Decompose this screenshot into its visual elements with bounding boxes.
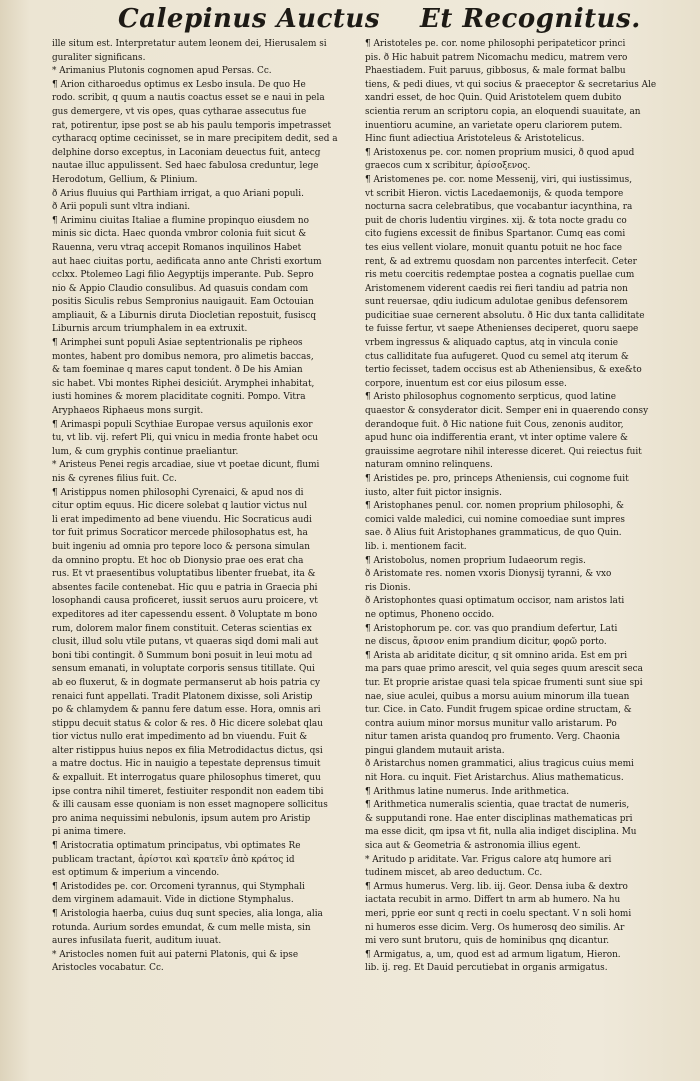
text-line: pudicitiae suae cernerent absolutu. ð Hic dux tanta calliditate bbox=[365, 310, 645, 321]
text-line: & expalluit. Et interrogatus quare philosophus timeret, quu bbox=[52, 773, 321, 784]
text-line: ni humeros esse dicim. Verg. Os humerosq deo similis. Ar bbox=[365, 922, 625, 933]
right-column bbox=[365, 38, 681, 976]
text-line: ¶ Armus humerus. Verg. lib. iij. Geor. Densa iuba & dextro bbox=[365, 881, 628, 892]
text-line: losophandi causa proficeret, iussit seruos auru proicere, vt bbox=[52, 596, 318, 607]
text-line: puit de choris ludentiu virgines. xij. & tota nocte gradu co bbox=[365, 215, 627, 226]
text-line: quaestor & consyderator dicit. Semper eni in quaerendo consy bbox=[365, 406, 649, 417]
text-line: Aristocles vocabatur. Cc. bbox=[52, 963, 164, 974]
text-line: delphine dorso exceptus, in Laconiam deuectus fuit, antecg bbox=[52, 147, 321, 158]
text-line: cytharacq optime cecinisset, se in mare precipitem dedit, sed a bbox=[52, 134, 338, 145]
text-line: rent, & ad extremu quosdam non parcentes interfecit. Ceter bbox=[365, 256, 637, 267]
text-line: mi vero sunt brutoru, quis de hominibus qnq dicantur. bbox=[365, 936, 610, 947]
text-line: aures infusilata fuerit, auditum iuuat. bbox=[52, 936, 222, 947]
text-line: expeditores ad iter capessendu essent. ð Voluptate m bono bbox=[52, 609, 318, 620]
text-line: aut haec ciuitas portu, aedificata anno ante Christi exortum bbox=[52, 256, 322, 267]
text-line: ¶ Aristocratia optimatum principatus, vbi optimates Re bbox=[52, 841, 301, 852]
running-head-left: Calepinus Auctus bbox=[118, 4, 380, 34]
text-line: Liburnis arcum triumphalem in ea extruxit. bbox=[52, 324, 248, 335]
text-line: tertio fecisset, tadem occisus est ab Atheniensibus, & exe&to bbox=[365, 365, 642, 376]
text-line: vrbem ingressus & aliquado captus, atq in vincula conie bbox=[365, 338, 619, 349]
text-line: ris metu coercitis redemptae postea a cognatis puellae cum bbox=[365, 270, 635, 281]
text-line: nautae illuc appulissent. Sed haec fabulosa creduntur, lege bbox=[52, 161, 319, 172]
text-line: inuentioru acumine, an varietate operu clariorem putem. bbox=[365, 120, 623, 131]
text-line: & illi causam esse quoniam is non esset magnopere sollicitus bbox=[52, 800, 328, 811]
text-line: a matre doctus. Hic in nauigio a tepestate deprensus timuit bbox=[52, 759, 321, 770]
text-line: nit Hora. cu inquit. Fiet Aristarchus. Alius mathematicus. bbox=[365, 773, 624, 784]
text-line: clusit, illud solu vtile putans, vt quaeras siqd domi mali aut bbox=[52, 637, 319, 648]
text-line: rodo. scribit, q quum a nautis coactus esset se e naui in pela bbox=[52, 93, 325, 104]
text-line: ¶ Aristodides pe. cor. Orcomeni tyrannus, qui Stymphali bbox=[52, 881, 305, 892]
text-line: Herodotum, Gellium, & Plinium. bbox=[52, 174, 198, 185]
text-line: graecos cum x scribitur, ἀρίσοξενος. bbox=[365, 161, 531, 172]
text-line: * Aristocles nomen fuit aui paterni Platonis, qui & ipse bbox=[52, 949, 299, 960]
text-line: tor fuit primus Socraticor mercede philosophatus est, ha bbox=[52, 528, 308, 539]
text-line: positis Siculis rebus Sempronius nauigauit. Eam Octouian bbox=[52, 297, 314, 308]
text-line: & supputandi rone. Hae enter disciplinas mathematicas pri bbox=[365, 813, 633, 824]
text-line: ¶ Aristobolus, nomen proprium Iudaeorum regis. bbox=[365, 555, 586, 566]
text-line: montes, habent pro domibus nemora, pro alimetis baccas, bbox=[52, 351, 314, 362]
running-head-right: Et Recognitus. bbox=[420, 4, 641, 34]
text-line: minis sic dicta. Haec quonda vmbror colonia fuit sicut & bbox=[52, 229, 307, 240]
text-line: meri, pprie eor sunt q recti in coelu spectant. V n soli homi bbox=[365, 909, 632, 919]
text-line: da omnino proptu. Et hoc ob Dionysio prae oes erat cha bbox=[52, 555, 304, 566]
text-line: tior victus nullo erat impedimento ad bn viuendu. Fuit & bbox=[52, 732, 308, 743]
text-line: nio & Appio Claudio consulibus. Ad quasuis condam com bbox=[52, 283, 309, 294]
text-line: ¶ Aristides pe. pro, princeps Atheniensis, cui cognome fuit bbox=[365, 474, 629, 484]
text-line: ¶ Aristippus nomen philosophi Cyrenaici, & apud nos di bbox=[52, 487, 304, 498]
text-line: iusto, alter fuit pictor insignis. bbox=[365, 487, 502, 498]
text-line: ¶ Aristoteles pe. cor. nome philosophi peripateticor princi bbox=[365, 39, 626, 49]
text-line: lib. i. mentionem facit. bbox=[365, 541, 467, 552]
text-line: ne discus, ἄρισον enim prandium dicitur, φορῶ porto. bbox=[365, 637, 607, 648]
text-line: nitur tamen arista quandoq pro frumento. Verg. Chaonia bbox=[365, 732, 621, 743]
text-line: vt scribit Hieron. victis Lacedaemonijs, & quoda tempore bbox=[365, 188, 624, 199]
text-line: comici valde maledici, cui nomine comoediae sunt impres bbox=[365, 514, 625, 525]
text-line: renaici funt appellati. Tradit Platonem dixisse, soli Aristip bbox=[52, 691, 313, 702]
text-line: ¶ Aristo philosophus cognomento serpticus, quod latine bbox=[365, 392, 616, 403]
text-line: pi anima timere. bbox=[52, 827, 127, 838]
text-line: Aristomenem viderent caedis rei fieri tandiu ad patria non bbox=[365, 283, 628, 294]
text-line: * Arimanius Plutonis cognomen apud Persas. Cc. bbox=[52, 66, 272, 77]
text-line: li erat impedimento ad bene viuendu. Hic Socraticus audi bbox=[52, 514, 312, 525]
text-line: lum, & cum gryphis continue praeliantur. bbox=[52, 446, 239, 457]
text-line: derandoque fuit. ð Hic natione fuit Cous, zenonis auditor, bbox=[365, 419, 624, 430]
text-line: rat, potirentur, ipse post se ab his paulu temporis impetrasset bbox=[52, 120, 332, 131]
text-line: ma esse dicit, qm ipsa vt fit, nulla alia indiget disciplina. Mu bbox=[365, 827, 637, 838]
text-line: nae, siue aculei, quibus a morsu auium minorum illa tuean bbox=[365, 691, 630, 702]
text-line: xandri esset, de hoc Quin. Quid Aristotelem quem dubito bbox=[365, 93, 622, 104]
text-line: iusti homines & morem placiditate cogniti. Pompo. Vitra bbox=[52, 392, 306, 403]
text-line: ð Aristophontes quasi optimatum occisor, nam aristos lati bbox=[365, 596, 625, 607]
text-line: Aryphaeos Riphaeus mons surgit. bbox=[52, 406, 204, 417]
text-line: ð Arius fluuius qui Parthiam irrigat, a quo Ariani populi. bbox=[52, 188, 304, 199]
text-line: absentes facile contenebat. Hic quu e patria in Graecia phi bbox=[52, 582, 318, 593]
text-line: ð Aristarchus nomen grammatici, alius tragicus cuius memi bbox=[365, 759, 634, 770]
text-line: ¶ Arimaspi populi Scythiae Europae versus aquilonis exor bbox=[52, 419, 313, 430]
text-line: ctus calliditate fua aufugeret. Quod cu semel atq iterum & bbox=[365, 351, 629, 362]
text-line: ¶ Aristomenes pe. cor. nome Messenij, viri, qui iustissimus, bbox=[365, 174, 633, 185]
text-line: * Aristeus Penei regis arcadiae, siue vt poetae dicunt, flumi bbox=[52, 460, 320, 471]
text-line: grauissime aegrotare nihil interesse diceret. Qui reiectus fuit bbox=[365, 446, 642, 457]
text-line: ¶ Arimphei sunt populi Asiae septentrionalis pe ripheos bbox=[52, 338, 303, 349]
text-line: rotunda. Aurium sordes emundat, & cum melle mista, sin bbox=[52, 922, 311, 933]
text-line: Rauenna, veru vtraq accepit Romanos inquilinos Habet bbox=[52, 242, 302, 253]
text-line: * Aritudo p ariditate. Var. Frigus calore atq humore ari bbox=[365, 854, 612, 865]
text-line: ¶ Aristologia haerba, cuius duq sunt species, alia longa, alia bbox=[52, 909, 323, 919]
text-line: sunt reuersae, qdiu iudicum adulotae genibus defensorem bbox=[365, 297, 628, 308]
text-line: ¶ Aristoxenus pe. cor. nomen proprium musici, ð quod apud bbox=[365, 147, 635, 158]
text-line: citur optim equus. Hic dicere solebat q lautior victus nul bbox=[52, 501, 308, 512]
text-line: naturam omnino relinquens. bbox=[365, 460, 493, 471]
text-line: dem virginem adamauit. Vide in dictione Stymphalus. bbox=[52, 895, 294, 906]
text-line: scientia rerum an scriptoru copia, an eloquendi suauitate, an bbox=[365, 106, 641, 117]
text-line: guraliter significans. bbox=[52, 52, 146, 63]
text-line: tes eius vellent violare, monuit quantu potuit ne hoc face bbox=[365, 242, 623, 253]
text-line: pro anima nequissimi nebulonis, ipsum autem pro Aristip bbox=[52, 813, 311, 824]
text-line: nocturna sacra celebratibus, que vocabantur iacynthina, ra bbox=[365, 202, 633, 213]
text-line: sica aut & Geometria & astronomia illius egent. bbox=[365, 841, 581, 852]
text-line: alter ristippus huius nepos ex filia Metrodidactus dictus, qsi bbox=[52, 745, 323, 756]
text-line: ¶ Arithmetica numeralis scientia, quae tractat de numeris, bbox=[365, 800, 630, 811]
text-line: te fuisse fertur, vt saepe Athenienses deciperet, quoru saepe bbox=[365, 324, 639, 335]
text-line: ¶ Aristophorum pe. cor. vas quo prandium defertur, Lati bbox=[365, 623, 618, 634]
text-line: sic habet. Vbi montes Riphei desiciút. Arymphei inhabitat, bbox=[52, 378, 315, 389]
text-line: buit ingeniu ad omnia pro tepore loco & persona simulan bbox=[52, 541, 310, 552]
text-line: ne optimus, Phoneno occido. bbox=[365, 609, 495, 620]
text-line: Phaestiadem. Fuit paruus, gibbosus, & male format balbu bbox=[365, 66, 626, 77]
text-line: ¶ Arithmus latine numerus. Inde arithmetica. bbox=[365, 786, 570, 797]
text-line: cclxx. Ptolemeo Lagi filio Aegyptijs imperante. Pub. Sepro bbox=[52, 270, 314, 281]
text-line: stippu decuit status & color & res. ð Hic dicere solebat qlau bbox=[52, 718, 323, 729]
text-line: tiens, & pedi diues, vt qui socius & praeceptor & secretarius Ale bbox=[365, 79, 657, 90]
text-line: ris Dionis. bbox=[365, 582, 411, 593]
text-line: rus. Et vt praesentibus voluptatibus libenter fruebat, ita & bbox=[52, 569, 316, 580]
text-line: pis. ð Hic habuit patrem Nicomachu medicu, matrem vero bbox=[365, 52, 628, 63]
left-column bbox=[52, 38, 358, 976]
text-line: ¶ Armigatus, a, um, quod est ad armum ligatum, Hieron. bbox=[365, 949, 621, 960]
text-line: apud hunc oia indifferentia erant, vt inter optime valere & bbox=[365, 433, 628, 444]
text-line: ¶ Ariminu ciuitas Italiae a flumine propinquo eiusdem no bbox=[52, 215, 309, 226]
text-line: ampliauit, & a Liburnis diruta Diocletian repostuit, fusiscq bbox=[52, 310, 317, 321]
text-line: nis & cyrenes filius fuit. Cc. bbox=[52, 474, 177, 484]
text-line: ¶ Arista ab ariditate dicitur, q sit omnino arida. Est em pri bbox=[365, 650, 628, 661]
text-line: tu, vt lib. vij. refert Pli, qui vnicu in media fronte habet ocu bbox=[52, 433, 318, 444]
text-line: lib. ij. reg. Et Dauid percutiebat in organis armigatus. bbox=[365, 963, 608, 974]
text-line: Hinc fiunt adiectiua Aristoteleus & Aristotelicus. bbox=[365, 134, 585, 145]
text-line: contra auium minor morsus munitur vallo aristarum. Po bbox=[365, 718, 617, 729]
text-line: ille situm est. Interpretatur autem leonem dei, Hierusalem si bbox=[52, 39, 327, 49]
text-line: boni tibi contingit. ð Summum boni posuit in leui motu ad bbox=[52, 650, 313, 661]
text-line: sae. ð Alius fuit Aristophanes grammaticus, de quo Quin. bbox=[365, 528, 622, 539]
text-line: corpore, inuentum est cor eius pilosum esse. bbox=[365, 378, 567, 389]
text-line: est optimum & imperium a vincendo. bbox=[52, 868, 220, 879]
text-line: ð Arii populi sunt vltra indiani. bbox=[52, 202, 191, 213]
text-line: sensum emanati, in voluptate corporis sensus titillate. Qui bbox=[52, 664, 315, 675]
text-line: tur. Cice. in Cato. Fundit frugem spicae ordine structam, & bbox=[365, 705, 632, 716]
text-line: tudinem miscet, ab areo deductum. Cc. bbox=[365, 868, 543, 879]
text-line: po & chlamydem & pannu fere datum esse. Hora, omnis ari bbox=[52, 705, 321, 716]
text-line: & tam foeminae q mares caput tondent. ð De his Amian bbox=[52, 365, 303, 376]
text-line: ab eo fluxerut, & in dogmate permanserut ab hois patria cy bbox=[52, 677, 320, 688]
text-line: ipse contra nihil timeret, festiuiter respondit non eadem tibi bbox=[52, 786, 324, 797]
text-line: ma pars quae primo arescit, vel quia seges quum arescit seca bbox=[365, 664, 643, 675]
text-line: tur. Et proprie aristae quasi tela spicae frumenti sunt siue spi bbox=[365, 677, 643, 688]
text-line: ð Aristomate res. nomen vxoris Dionysij tyranni, & vxo bbox=[365, 569, 612, 580]
text-line: cito fugiens excessit de finibus Spartanor. Cumq eas comi bbox=[365, 229, 626, 240]
text-line: gus demergere, vt vis opes, quas cytharae assecutus fue bbox=[52, 106, 307, 117]
text-line: ¶ Aristophanes penul. cor. nomen proprium philosophi, & bbox=[365, 501, 624, 512]
text-line: publicam tractant, ἀρίστοι καὶ κρατεῖν ἀπὸ κράτος id bbox=[52, 854, 295, 865]
text-line: rum, dolorem malor finem constituit. Ceteras scientias ex bbox=[52, 623, 312, 634]
text-line: iactata recubit in armo. Differt tn arm ab humero. Na hu bbox=[365, 895, 621, 906]
text-line: pingui glandem mutauit arista. bbox=[365, 745, 505, 756]
text-line: ¶ Arion citharoedus optimus ex Lesbo insula. De quo He bbox=[52, 79, 306, 90]
